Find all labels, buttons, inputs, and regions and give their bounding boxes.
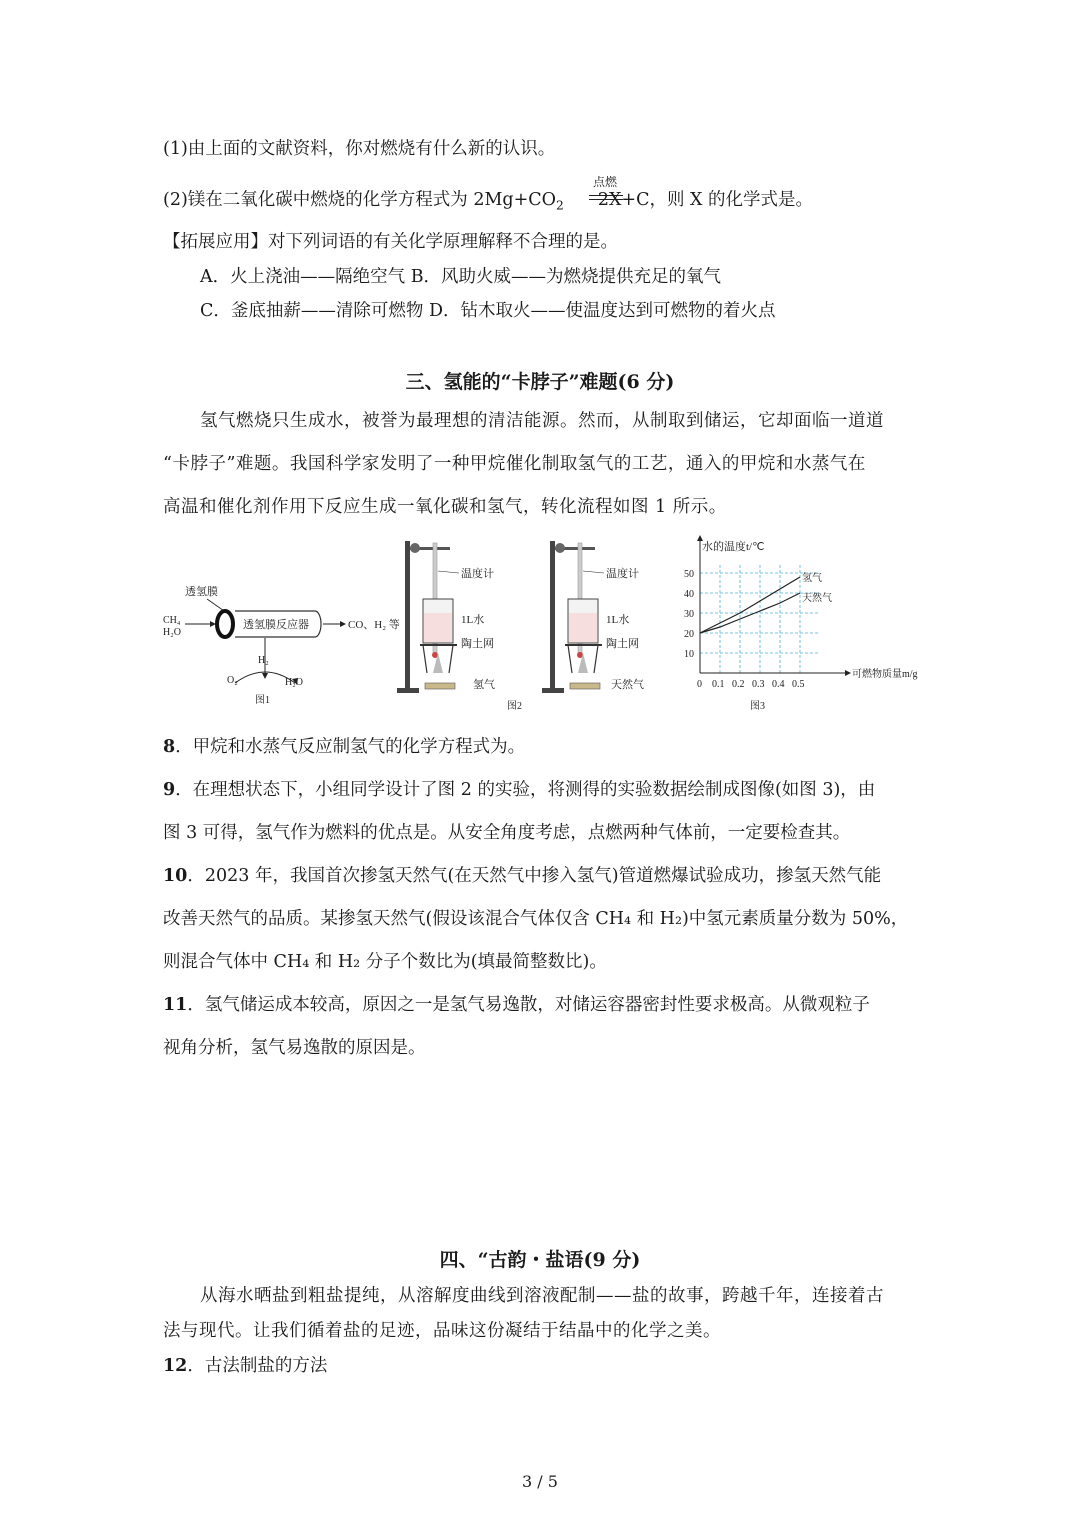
extension-question: 【拓展应用】对下列词语的有关化学原理解释不合理的是。 (163, 232, 618, 252)
right-water-label: 1L水 (606, 614, 630, 626)
figure-3-chart (684, 535, 918, 712)
question-10-line-1 (163, 865, 881, 887)
question-10-line-3: 则混合气体中 CH₄ 和 H₂ 分子个数比为(填最简整数比)。 (163, 952, 607, 972)
section-4-title: 四、“古韵・盐语(9 分) (439, 1249, 641, 1271)
left-gas-label: 氢气 (473, 679, 495, 691)
section-3-para-line-1: 氢气燃烧只生成水，被誉为最理想的清洁能源。然而，从制取到储运，它却面临一道道 (200, 411, 884, 431)
chart-x-tick-label: 0 (697, 679, 702, 690)
section-3-para-line-3: 高温和催化剂作用下反应生成一氧化碳和氢气，转化流程如图 1 所示。 (163, 497, 727, 517)
fig1-ch4-label: CH₄ (163, 615, 181, 626)
chart-x-tick-label: 0.2 (732, 679, 745, 690)
question-9-number: 9 (163, 780, 176, 800)
right-gauze-label: 陶土网 (606, 638, 639, 650)
fig1-h2o-out-label: H₂O (285, 677, 303, 688)
fig1-o2-label: O₂ (227, 675, 238, 686)
question-12-text: ．古法制盐的方法 (187, 1356, 328, 1376)
question-11-text-1: ．氢气储运成本较高，原因之一是氢气易逸散，对储运容器密封性要求极高。从微观粒子 (187, 995, 870, 1015)
chart-x-tick-label: 0.1 (712, 679, 725, 690)
fig1-membrane-label: 透氢膜 (185, 586, 218, 598)
reaction-condition: 点燃 (593, 175, 618, 189)
question-9-line-1 (163, 779, 875, 801)
chart-series-label: 天然气 (802, 593, 832, 604)
figure-2-right-apparatus (507, 541, 644, 712)
question-1: (1)由上面的文献资料，你对燃烧有什么新的认识。 (163, 139, 556, 159)
question-10-text-1: ．2023 年，我国首次掺氢天然气(在天然气中掺入氢气)管道燃爆试验成功，掺氢天然气能 (187, 866, 882, 886)
chart-y-tick-label: 10 (684, 649, 694, 660)
fig1-h2-label: H₂ (258, 655, 269, 666)
chart-caption: 图3 (750, 701, 765, 712)
right-gas-label: 天然气 (611, 679, 644, 691)
question-8-text: ．甲烷和水蒸气反应制氢气的化学方程式为。 (175, 737, 526, 757)
options-cd: C．釜底抽薪——清除可燃物 D．钻木取火——使温度达到可燃物的着火点 (200, 301, 776, 321)
page-number: 3 / 5 (522, 1472, 558, 1491)
chart-x-tick-label: 0.5 (792, 679, 805, 690)
chart-y-tick-label: 50 (684, 569, 694, 580)
question-2 (163, 189, 813, 217)
question-9-text-1: ．在理想状态下，小组同学设计了图 2 的实验，将测得的实验数据绘制成图像(如图 3)，由 (175, 780, 876, 800)
figures-panel (155, 533, 935, 718)
chart-x-tick-label: 0.4 (772, 679, 785, 690)
chart-x-arrowhead (845, 670, 851, 676)
chart-x-axis-label: 可燃物质量m/g (852, 669, 918, 680)
fig1-h2o-in-label: H₂O (163, 627, 181, 638)
left-gauze-label: 陶土网 (461, 638, 494, 650)
left-thermometer-label: 温度计 (461, 568, 494, 580)
section-3-title: 三、氢能的“卡脖子”难题(6 分) (405, 371, 675, 393)
fig1-caption: 图1 (255, 695, 270, 706)
question-8 (163, 736, 525, 758)
question-2-pre: (2)镁在二氧化碳中燃烧的化学方程式为 2Mg+CO (163, 190, 557, 210)
section-3-para-line-2: “卡脖子”难题。我国科学家发明了一种甲烷催化制取氢气的工艺，通入的甲烷和水蒸气在 (163, 454, 866, 474)
question-10-number: 10 (163, 866, 188, 886)
question-2-post: 2X+C，则 X 的化学式是。 (597, 190, 814, 210)
question-11-number: 11 (163, 995, 188, 1015)
question-8-number: 8 (163, 737, 176, 757)
question-11-line-1 (163, 994, 870, 1016)
section-4-para-line-2: 法与现代。让我们循着盐的足迹，品味这份凝结于结晶中的化学之美。 (163, 1321, 721, 1341)
chart-y-tick-label: 40 (684, 589, 694, 600)
question-12 (163, 1355, 327, 1377)
chart-y-axis-label: 水的温度t/℃ (702, 541, 765, 553)
question-10-line-2: 改善天然气的品质。某掺氢天然气(假设该混合气体仅含 CH₄ 和 H₂)中氢元素质量分数为 50%， (163, 909, 909, 929)
figure-1 (163, 584, 400, 706)
equation-bar-top (589, 195, 623, 196)
figure-2-left-apparatus (397, 541, 495, 693)
question-12-number: 12 (163, 1356, 188, 1376)
options-ab: A．火上浇油——隔绝空气 B．风助火威——为燃烧提供充足的氧气 (200, 267, 722, 287)
right-thermometer-label: 温度计 (606, 568, 639, 580)
question-9-line-2: 图 3 可得，氢气作为燃料的优点是。从安全角度考虑，点燃两种气体前，一定要检查其。 (163, 823, 851, 843)
fig1-reactor-label: 透氢膜反应器 (243, 619, 309, 631)
question-11-line-2: 视角分析，氢气易逸散的原因是。 (163, 1038, 426, 1058)
fig1-out-label: CO、H₂ 等 (348, 619, 400, 631)
fig1-membrane-ring (217, 611, 233, 637)
chart-y-tick-label: 20 (684, 629, 694, 640)
chart-series-line (700, 577, 800, 633)
chart-y-tick-label: 30 (684, 609, 694, 620)
question-2-sub: 2 (556, 198, 564, 213)
fig2-caption: 图2 (507, 701, 522, 712)
chart-x-tick-label: 0.3 (752, 679, 765, 690)
section-4-para-line-1: 从海水晒盐到粗盐提纯，从溶解度曲线到溶液配制——盐的故事，跨越千年，连接着古 (200, 1286, 884, 1306)
equation-bar-bottom (589, 199, 623, 200)
chart-series-label: 氢气 (802, 573, 822, 584)
left-water-label: 1L水 (461, 614, 485, 626)
